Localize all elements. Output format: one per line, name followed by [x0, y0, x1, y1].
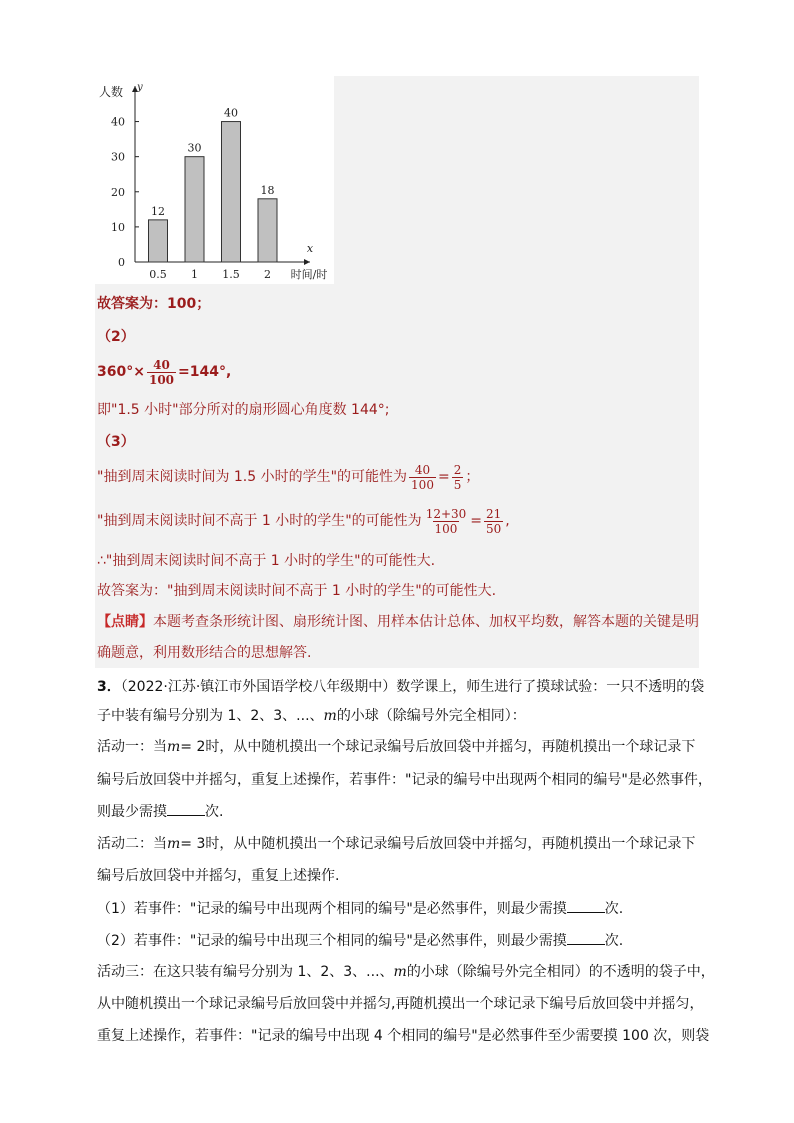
answer-blank-3[interactable] — [567, 930, 605, 945]
bar — [149, 220, 168, 262]
activity-3-line-2: 从中随机摸出一个球记录编号后放回袋中并摇匀,再随机摸出一个球记录下编号后放回袋中并摇匀， — [97, 996, 704, 1012]
bar-chart — [95, 76, 334, 284]
probability-line-2: "抽到周末阅读时间不高于 1 小时的学生"的可能性为 $\frac{12+30}{100}$ = $\frac{21}{50}$ , — [97, 506, 510, 536]
y-tick-label: 10 — [111, 220, 125, 234]
activity-1-line-1: 活动一：当m= 2时，从中随机摸出一个球记录编号后放回袋中并摇匀，再随机摸出一个球记录下 — [97, 739, 696, 755]
probability-line-1: "抽到周末阅读时间为 1.5 小时的学生"的可能性为 $\frac{40}{100}$ = $\frac{2}{5}$ ； — [97, 462, 480, 492]
bar-value-label: 30 — [187, 141, 202, 155]
y-axis-var: y — [137, 82, 143, 93]
bar — [222, 122, 241, 262]
x-axis-var: x — [306, 242, 314, 255]
activity-1-line-3: 则最少需摸 次. — [97, 801, 223, 822]
y-tick-label: 0 — [118, 256, 125, 269]
y-tick-label: 30 — [111, 150, 125, 164]
x-axis-title: 时间/时 — [290, 268, 328, 281]
dianjing-line-1: 【点睛】本题考查条形统计图、扇形统计图、用样本估计总体、加权平均数，解答本题的关键是明 — [97, 614, 699, 630]
y-tick-label: 40 — [111, 115, 125, 129]
q3-line-1: 3．（2022·江苏·镇江市外国语学校八年级期中）数学课上，师生进行了摸球试验：一只不透明的袋 — [97, 679, 705, 695]
activity-2-line-2: 编号后放回袋中并摇匀，重复上述操作. — [97, 868, 340, 884]
x-tick-label: 1 — [191, 268, 198, 281]
dianjing-line-2: 确题意，利用数形结合的思想解答. — [97, 645, 312, 661]
bar-value-label: 12 — [151, 204, 165, 218]
part-2-label: （2） — [97, 329, 135, 345]
dianjing-tag: 【点睛】 — [97, 614, 153, 630]
answer-blank-1[interactable] — [167, 801, 205, 816]
bar-value-label: 18 — [260, 183, 275, 197]
x-axis-arrow — [304, 259, 310, 265]
x-tick-label: 1.5 — [222, 268, 240, 281]
p1-fraction: $\frac{40}{100}$ — [411, 462, 434, 492]
calc-fraction: $\frac{40}{100}$ — [148, 357, 175, 387]
angle-calculation — [97, 357, 231, 387]
bar — [258, 199, 277, 262]
activity-3-line-3: 重复上述操作，若事件："记录的编号中出现 4 个相同的编号"是必然事件至少需要摸 100 次，则袋 — [97, 1028, 710, 1044]
conclusion-line: ∴"抽到周末阅读时间不高于 1 小时的学生"的可能性大. — [97, 553, 436, 569]
calc-prefix: 360°× — [97, 364, 145, 380]
answer-blank-2[interactable] — [567, 898, 605, 913]
chart-bars — [149, 122, 278, 262]
sub-question-1: （1）若事件："记录的编号中出现两个相同的编号"是必然事件，则最少需摸 次. — [97, 898, 623, 919]
bar — [185, 157, 204, 262]
sub-question-2: （2）若事件："记录的编号中出现三个相同的编号"是必然事件，则最少需摸 次. — [97, 930, 623, 951]
answer-line-1: 故答案为：100； — [97, 296, 211, 312]
calc-suffix: =144°, — [178, 364, 232, 380]
p1-result-fraction: $\frac{2}{5}$ — [453, 462, 462, 492]
activity-3-line-1: 活动三：在这只装有编号分别为 1、2、3、...、m的小球（除编号外完全相同）的不透明的袋子中， — [97, 964, 715, 980]
activity-1-line-2: 编号后放回袋中并摇匀，重复上述操作，若事件："记录的编号中出现两个相同的编号"是必然事件， — [97, 772, 712, 788]
angle-statement: 即"1.5 小时"部分所对的扇形圆心角度数 144°; — [97, 402, 390, 418]
x-tick-label: 0.5 — [149, 268, 167, 281]
q3-line-2: 子中装有编号分别为 1、2、3、...、m的小球（除编号外完全相同）： — [97, 708, 526, 724]
y-tick-label: 20 — [111, 185, 125, 199]
x-tick-label: 2 — [264, 268, 271, 281]
bar-value-label: 40 — [224, 106, 238, 120]
p2-result-fraction: $\frac{21}{50}$ — [486, 506, 502, 536]
bar-chart-panel — [95, 76, 334, 284]
p2-fraction: $\frac{12+30}{100}$ — [425, 506, 467, 536]
chart-labels — [99, 82, 327, 281]
y-axis-title: 人数 — [99, 85, 124, 99]
final-answer-line: 故答案为："抽到周末阅读时间不高于 1 小时的学生"的可能性大. — [97, 583, 497, 599]
activity-2-line-1: 活动二：当m= 3时，从中随机摸出一个球记录编号后放回袋中并摇匀，再随机摸出一个球记录下 — [97, 836, 696, 852]
part-3-label: （3） — [97, 434, 135, 450]
